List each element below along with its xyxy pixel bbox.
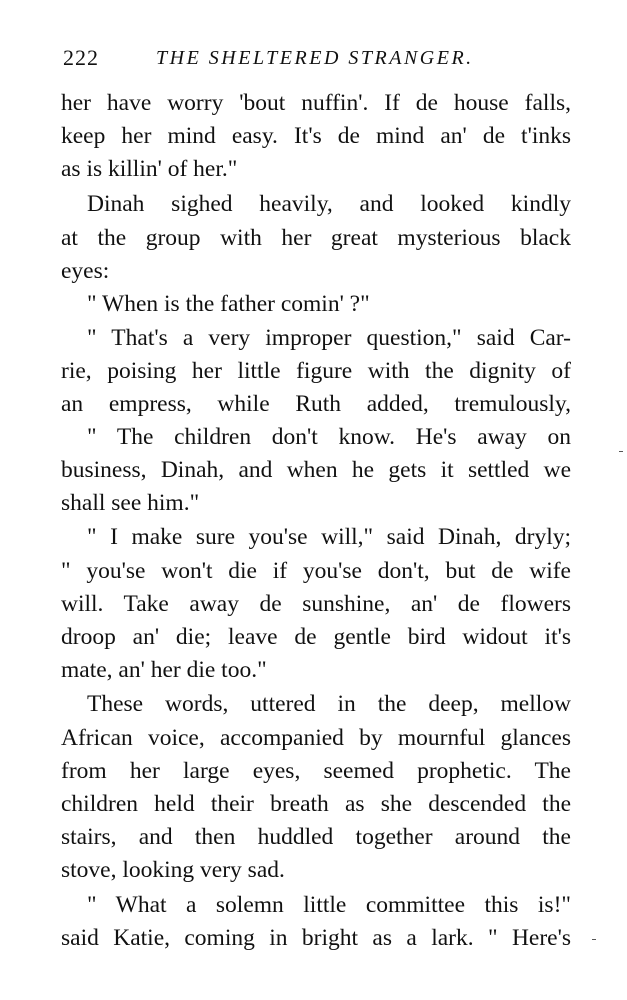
text-line: said Katie, coming in bright as a lark. " Here's xyxy=(61,925,571,951)
text-line: Dinah sighed heavily, and looked kindly xyxy=(87,191,571,217)
text-line: stove, looking very sad. xyxy=(61,857,285,883)
text-line: rie, poising her little figure with the dignity of xyxy=(61,358,571,384)
text-line: " The children don't know. He's away on xyxy=(87,424,571,450)
text-line: an empress, while Ruth added, tremulously, xyxy=(61,391,571,417)
text-line: will. Take away de sunshine, an' de flowers xyxy=(61,591,571,617)
text-line: business, Dinah, and when he gets it settled we xyxy=(61,457,571,483)
text-line: " you'se won't die if you'se don't, but de wife xyxy=(61,558,571,584)
text-line: " When is the father comin' ?" xyxy=(87,291,370,317)
page-header xyxy=(63,40,573,76)
page-speck xyxy=(592,939,596,940)
page-speck xyxy=(619,451,623,452)
text-line: These words, uttered in the deep, mellow xyxy=(87,691,571,717)
text-line: " That's a very improper question," said Car- xyxy=(87,325,571,351)
text-line: children held their breath as she descended the xyxy=(61,791,571,817)
text-line: stairs, and then huddled together around the xyxy=(61,824,571,850)
text-line: keep her mind easy. It's de mind an' de t'inks xyxy=(61,123,571,149)
text-line: droop an' die; leave de gentle bird widout it's xyxy=(61,624,571,650)
text-line: eyes: xyxy=(61,258,110,284)
text-line: her have worry 'bout nuffin'. If de house falls, xyxy=(61,90,571,116)
text-line: mate, an' her die too." xyxy=(61,657,267,683)
page-number: 222 xyxy=(63,45,99,70)
running-title: THE SHELTERED STRANGER. xyxy=(156,47,474,69)
text-line: at the group with her great mysterious black xyxy=(61,225,571,251)
text-line: from her large eyes, seemed prophetic. The xyxy=(61,758,571,784)
text-line: shall see him." xyxy=(61,490,200,516)
text-line: " I make sure you'se will," said Dinah, dryly; xyxy=(87,524,571,550)
text-line: as is killin' of her." xyxy=(61,156,238,182)
text-line: African voice, accompanied by mournful glances xyxy=(61,725,571,751)
text-line: " What a solemn little committee this is!" xyxy=(87,892,571,918)
